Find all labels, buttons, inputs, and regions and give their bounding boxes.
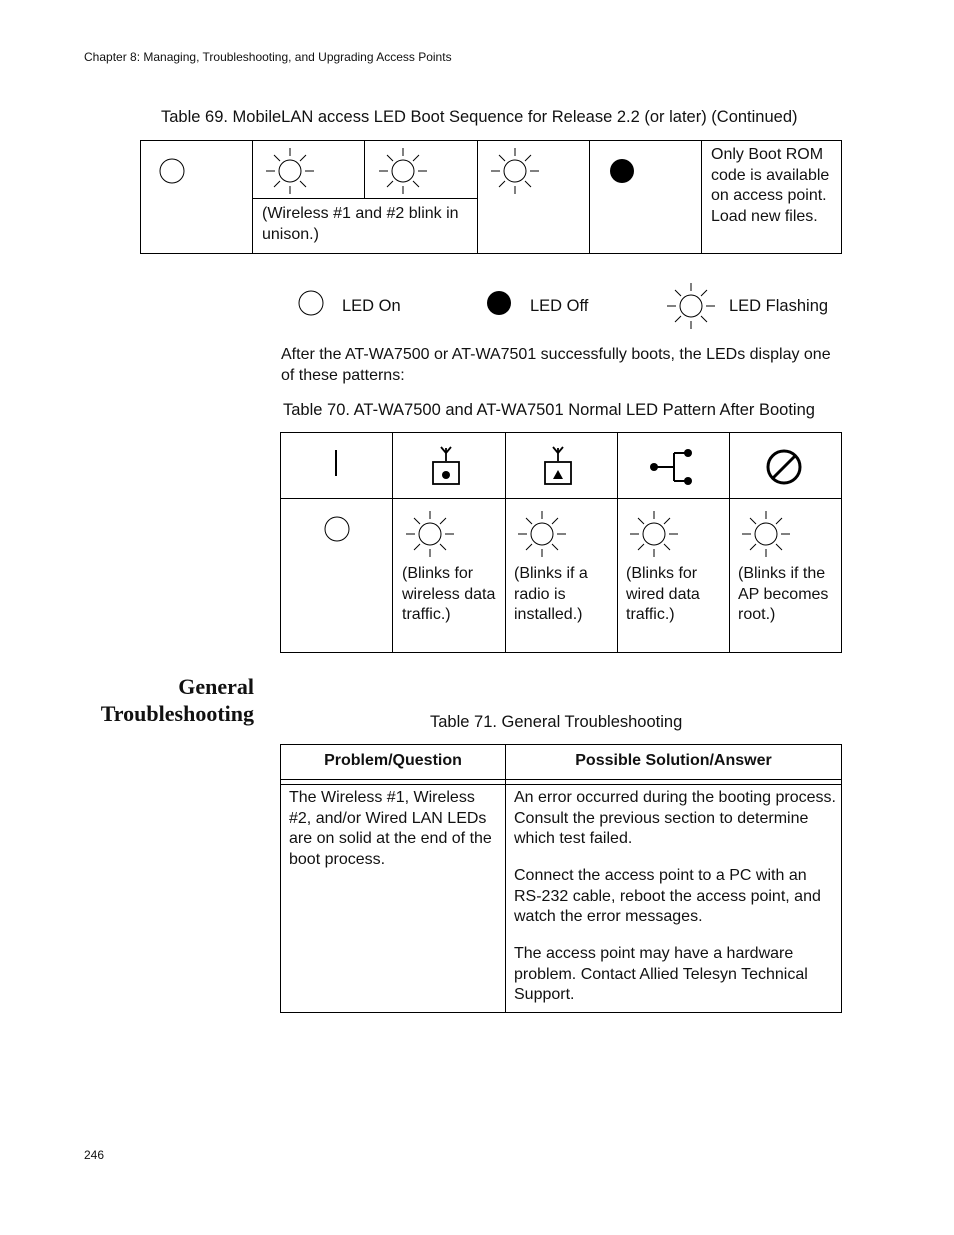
legend-off-label: LED Off xyxy=(530,297,589,315)
led-off-icon xyxy=(608,157,636,185)
led-flashing-icon xyxy=(377,146,429,196)
led-flashing-icon xyxy=(264,146,316,196)
led-flashing-icon xyxy=(404,509,456,559)
column-header-solution: Possible Solution/Answer xyxy=(575,752,772,769)
column-header-problem: Problem/Question xyxy=(324,752,462,769)
table-70-note: (Blinks if the AP becomes root.) xyxy=(738,565,829,623)
table-71-caption: Table 71. General Troubleshooting xyxy=(430,713,683,731)
table-70-caption: Table 70. AT-WA7500 and AT-WA7501 Normal LED Pattern After Booting xyxy=(283,401,815,419)
wireless-2-icon xyxy=(542,444,574,488)
led-flashing-icon xyxy=(740,509,792,559)
led-flashing-icon xyxy=(628,509,680,559)
legend-on-label: LED On xyxy=(342,297,401,315)
legend-flashing-label: LED Flashing xyxy=(729,297,829,315)
led-flashing-icon xyxy=(516,509,568,559)
root-icon xyxy=(764,447,804,487)
led-off-icon xyxy=(485,289,513,317)
section-heading: General Troubleshooting xyxy=(100,674,254,726)
table-70-note: (Blinks for wireless data traffic.) xyxy=(402,565,496,623)
solution-paragraph: An error occurred during the booting process. Consult the previous section to determine which test failed. xyxy=(514,789,836,847)
led-flashing-icon xyxy=(489,146,541,196)
led-on-icon xyxy=(158,157,186,185)
wireless-1-icon xyxy=(430,444,462,488)
led-on-icon xyxy=(323,515,351,543)
solution-paragraph: Connect the access point to a PC with an RS-232 cable, reboot the access point, and watch the error messages. xyxy=(514,867,821,925)
running-header: Chapter 8: Managing, Troubleshooting, and Upgrading Access Points xyxy=(84,50,452,64)
table-70-note: (Blinks for wired data traffic.) xyxy=(626,565,700,623)
intro-paragraph: After the AT-WA7500 or AT-WA7501 successfully boots, the LEDs display one of these patterns: xyxy=(281,346,831,384)
solution-paragraph: The access point may have a hardware problem. Contact Allied Telesyn Technical Support. xyxy=(514,945,808,1003)
page-number: 246 xyxy=(84,1148,105,1162)
table-69-caption: Table 69. MobileLAN access LED Boot Sequence for Release 2.2 (or later) (Continued) xyxy=(161,108,798,126)
wired-lan-icon xyxy=(648,446,694,488)
led-flashing-icon xyxy=(665,281,717,331)
table-69-description: Only Boot ROM code is available on access point. Load new files. xyxy=(711,146,830,225)
table-70-note: (Blinks if a radio is installed.) xyxy=(514,565,588,623)
problem-cell: The Wireless #1, Wireless #2, and/or Wired LAN LEDs are on solid at the end of the boot process. xyxy=(289,789,492,868)
led-on-icon xyxy=(297,289,325,317)
power-icon xyxy=(330,448,342,478)
table-69-merged-note: (Wireless #1 and #2 blink in unison.) xyxy=(262,205,459,243)
